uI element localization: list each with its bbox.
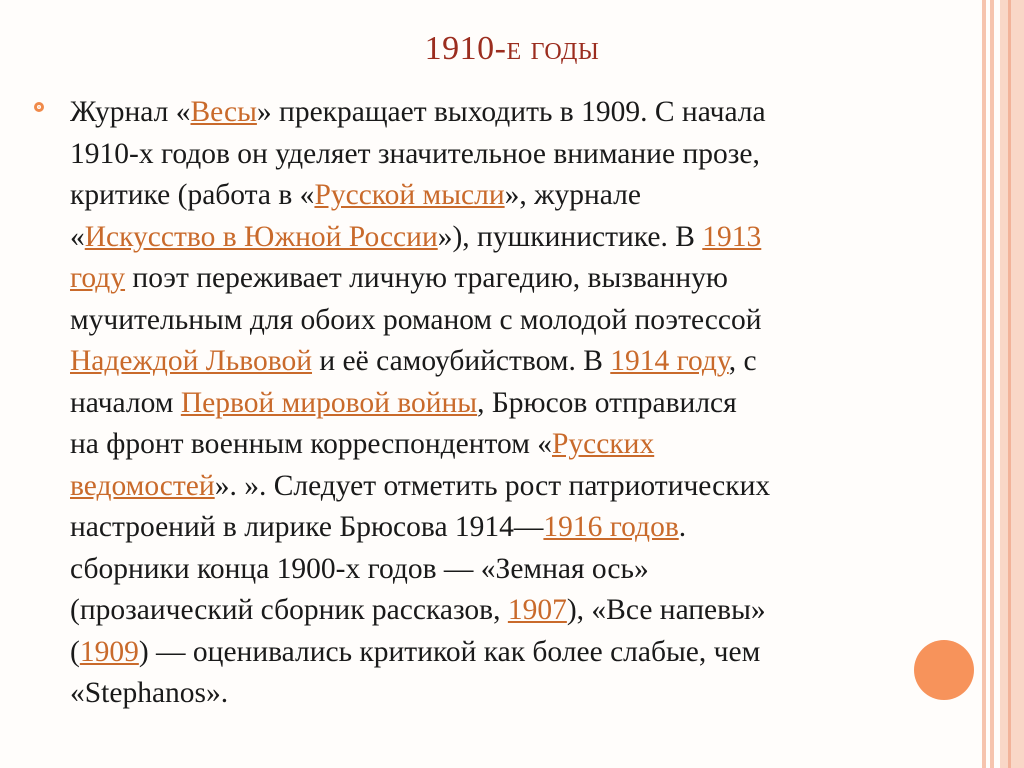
text-line xyxy=(70,92,970,134)
text-line xyxy=(70,341,970,383)
text-line xyxy=(70,466,970,508)
text-line xyxy=(70,549,970,591)
ring-bullet-icon xyxy=(34,102,44,112)
decorative-stripe xyxy=(982,0,986,768)
text-run: сборники конца 1900-х годов — «Земная ось» xyxy=(70,552,649,585)
text-run: ». ». Следует отметить рост патриотических xyxy=(214,469,771,502)
text-line xyxy=(70,383,970,425)
text-run: критике (работа в « xyxy=(70,179,315,211)
text-run: ) — оценивались критикой как более слабые, чем xyxy=(138,635,761,668)
text-run: », журнале xyxy=(504,179,641,211)
decorative-stripe xyxy=(1008,0,1011,768)
text-line xyxy=(70,175,970,217)
text-line xyxy=(70,507,970,549)
decorative-orange-circle xyxy=(914,640,974,700)
text-run: 1910-х годов он уделяет значительное внимание прозе, xyxy=(70,137,760,170)
link-vesy[interactable]: Весы xyxy=(190,96,257,128)
link-pervaya-mirovaya-voyna[interactable]: Первой мировой войны xyxy=(180,386,478,419)
text-run: «Stephanos». xyxy=(70,677,229,709)
link-nadezhda-lvova[interactable]: Надеждой Львовой xyxy=(70,345,313,377)
link-1909[interactable]: 1909 xyxy=(79,635,139,668)
text-line xyxy=(70,673,970,715)
text-run: Журнал « xyxy=(70,96,191,128)
link-russkaya-mysl[interactable]: Русской мысли xyxy=(314,179,505,211)
link-russkie-vedomosti[interactable]: Русских xyxy=(552,428,655,460)
text-run: мучительным для обоих романом с молодой поэтессой xyxy=(70,303,762,336)
link-1913[interactable]: 1913 xyxy=(702,220,762,253)
text-run: ( xyxy=(70,635,80,668)
text-line xyxy=(70,300,970,342)
link-1916-godov[interactable]: 1916 годов xyxy=(543,511,679,543)
text-line xyxy=(70,217,970,259)
link-1914-god[interactable]: 1914 году xyxy=(610,345,729,377)
text-run: на фронт военным корреспондентом « xyxy=(70,428,552,460)
decorative-stripe xyxy=(990,0,994,768)
link-iskusstvo-v-yuzhnoy-rossii[interactable]: Искусство в Южной России xyxy=(84,220,438,253)
link-1907[interactable]: 1907 xyxy=(507,594,567,626)
text-line xyxy=(70,424,970,466)
text-run: »), пушкинистике. В xyxy=(437,220,703,253)
slide-title: 1910-е годы xyxy=(424,30,600,67)
text-run: , Брюсов отправился xyxy=(477,386,737,419)
text-run: началом xyxy=(70,386,181,419)
text-run: поэт переживает личную трагедию, вызванную xyxy=(125,262,728,294)
text-line xyxy=(70,134,970,176)
text-line xyxy=(70,258,970,300)
text-line xyxy=(70,590,970,632)
slide-body-text xyxy=(70,92,970,715)
text-run: (прозаический сборник рассказов, xyxy=(70,594,508,626)
text-run: » прекращает выходить в 1909. С начала xyxy=(256,96,766,128)
link-1913-god[interactable]: году xyxy=(70,262,126,294)
link-russkie-vedomosti-cont[interactable]: ведомостей xyxy=(70,469,215,502)
text-run: « xyxy=(70,220,85,253)
decorative-stripe xyxy=(1000,0,1024,768)
text-run: ), «Все напевы» xyxy=(566,594,766,626)
text-line xyxy=(70,632,970,674)
text-run: и её самоубийством. В xyxy=(312,345,611,377)
text-run: настроений в лирике Брюсова 1914— xyxy=(70,511,544,543)
text-run: . xyxy=(678,511,687,543)
text-run: , с xyxy=(728,345,757,377)
